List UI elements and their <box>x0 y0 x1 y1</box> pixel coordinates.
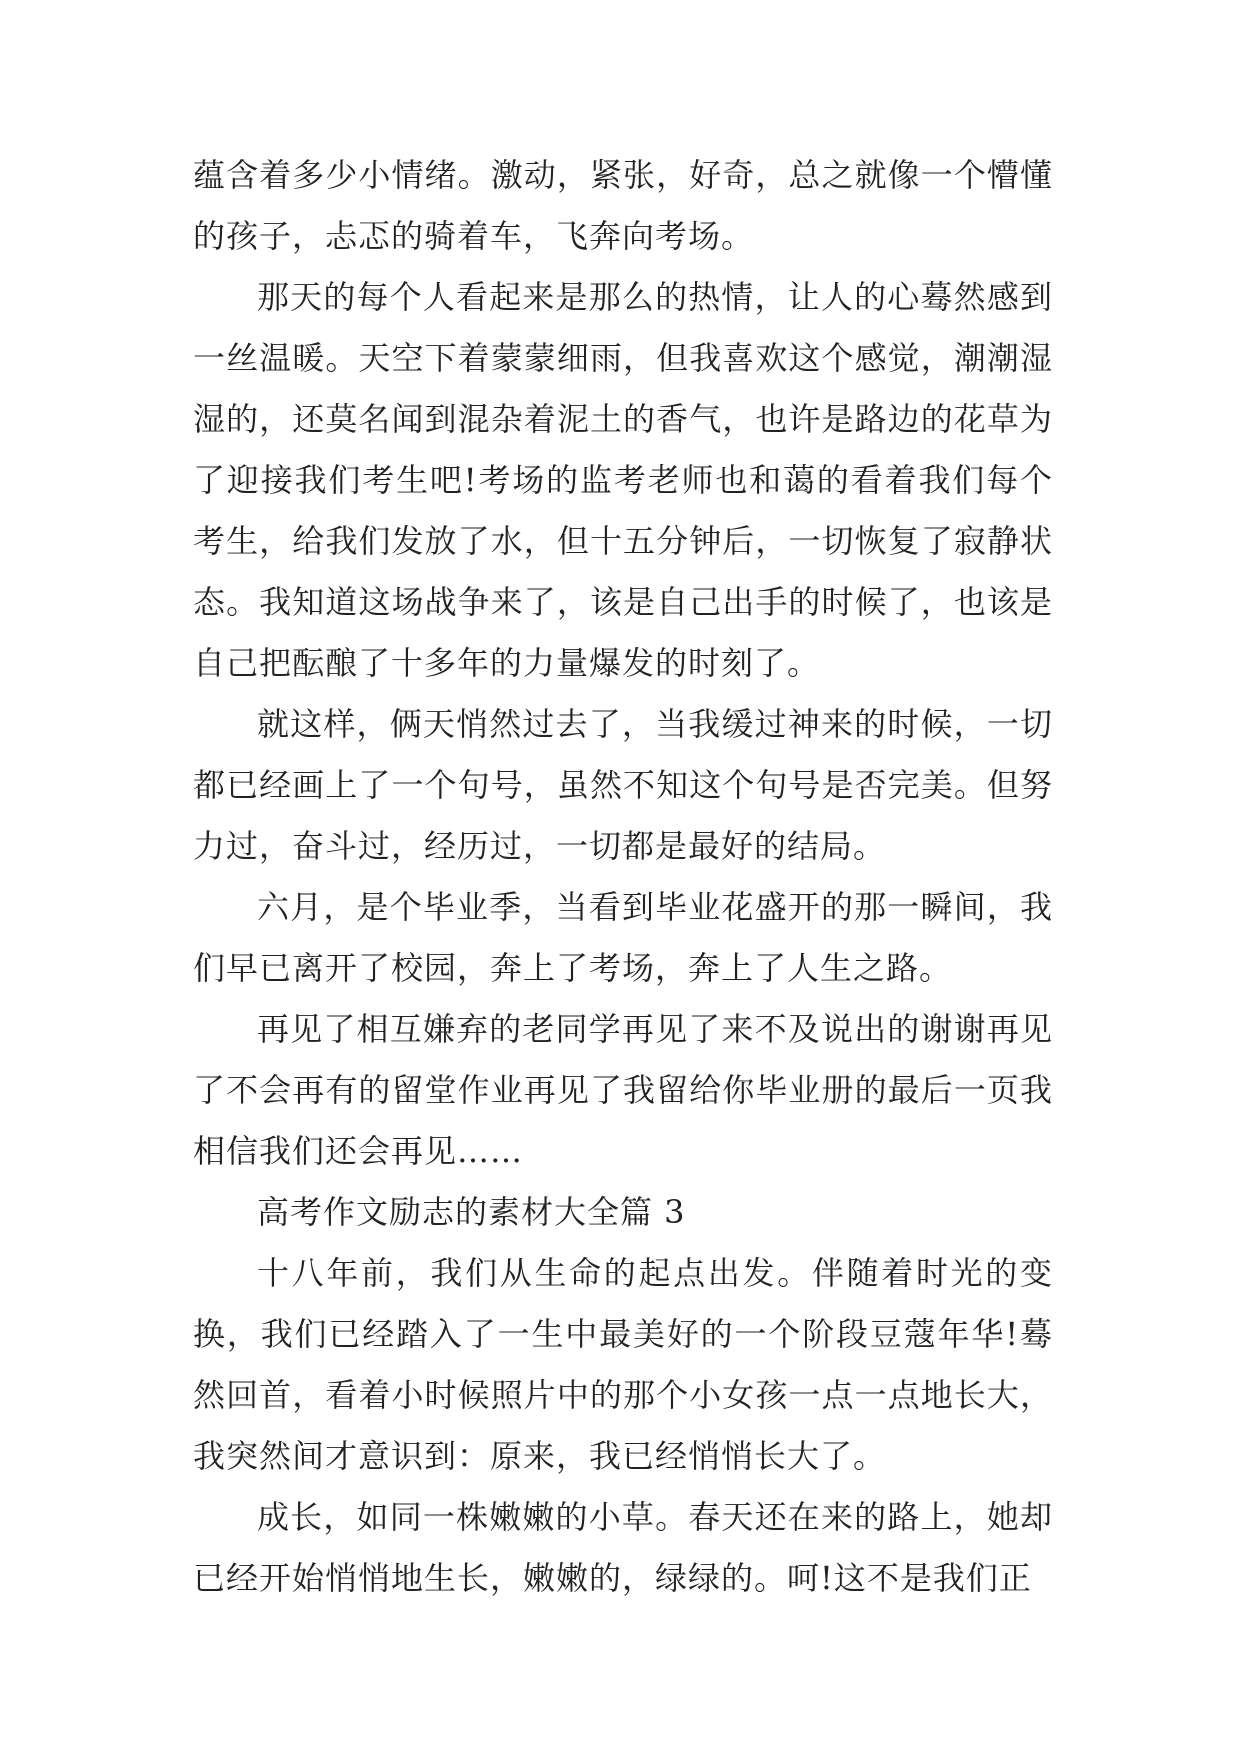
paragraph-exam-day: 那天的每个人看起来是那么的热情，让人的心蓦然感到一丝温暖。天空下着蒙蒙细雨，但我喜欢这个感觉，潮潮湿湿的，还莫名闻到混杂着泥土的香气，也许是路边的花草为了迎接我们考生吧!考场的监考老师也和蔼的看着我们每个考生，给我们发放了水，但十五分钟后，一切恢复了寂静状态。我知道这场战争来了，该是自己出手的时候了，也该是自己把酝酿了十多年的力量爆发的时刻了。 <box>193 278 1053 682</box>
paragraph-growth: 成长，如同一株嫩嫩的小草。春天还在来的路上，她却已经开始悄悄地生长，嫩嫩的，绿绿的。呵!这不是我们正 <box>193 1498 1053 1597</box>
paragraph-june: 六月，是个毕业季，当看到毕业花盛开的那一瞬间，我们早已离开了校园，奔上了考场，奔上了人生之路。 <box>193 888 1053 987</box>
paragraph-farewell: 再见了相互嫌弃的老同学再见了来不及说出的谢谢再见了不会再有的留堂作业再见了我留给你毕业册的最后一页我相信我们还会再见…… <box>193 1010 1053 1170</box>
paragraph-eighteen-years: 十八年前，我们从生命的起点出发。伴随着时光的变换，我们已经踏入了一生中最美好的一个阶段豆蔻年华!蓦然回首，看着小时候照片中的那个小女孩一点一点地长大，我突然间才意识到：原来，我已经悄悄长大了。 <box>193 1254 1053 1475</box>
document-body <box>193 145 1053 1609</box>
paragraph-two-days: 就这样，俩天悄然过去了，当我缓过神来的时候，一切都已经画上了一个句号，虽然不知这个句号是否完美。但努力过，奋斗过，经历过，一切都是最好的结局。 <box>193 705 1053 865</box>
paragraph-continued: 蕴含着多少小情绪。激动，紧张，好奇，总之就像一个懵懂的孩子，忐忑的骑着车，飞奔向考场。 <box>193 156 1053 255</box>
section-heading: 高考作文励志的素材大全篇 3 <box>257 1193 686 1231</box>
